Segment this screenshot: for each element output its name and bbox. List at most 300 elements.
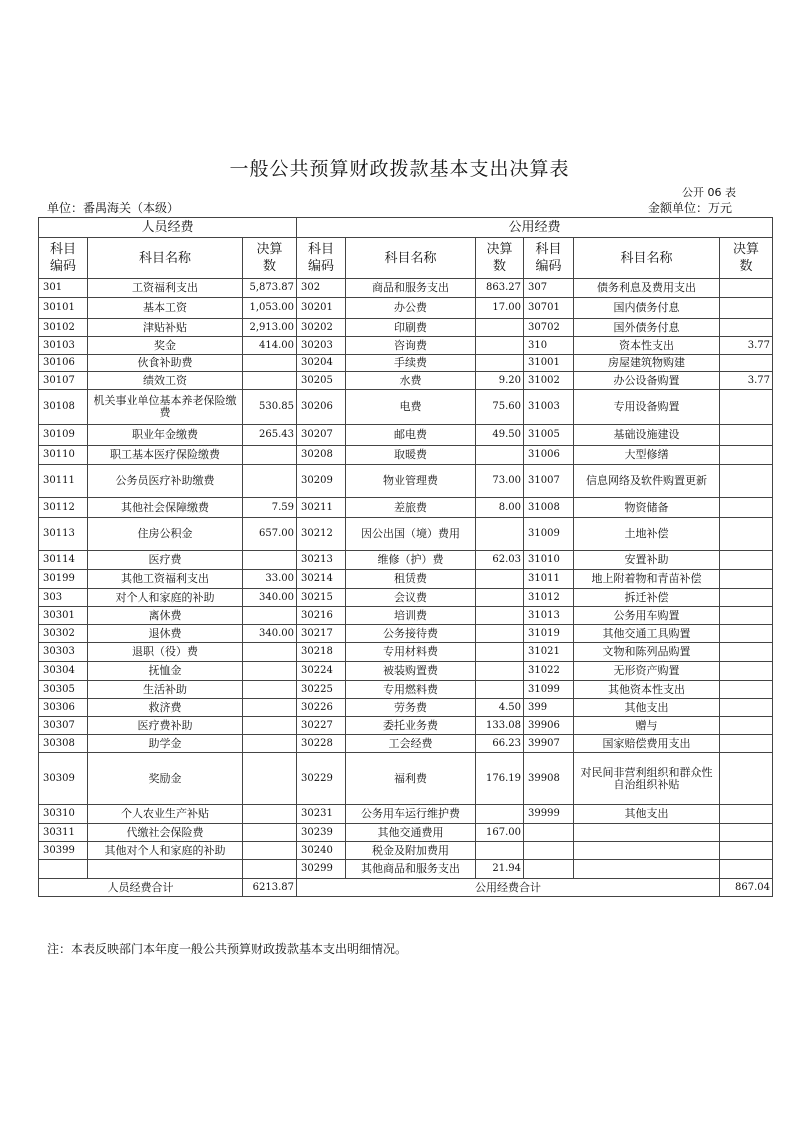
subject-name-cell: 地上附着物和青苗补偿 xyxy=(574,570,720,589)
subject-name-cell: 维修（护）费 xyxy=(346,551,476,570)
subject-name-cell: 代缴社会保险费 xyxy=(88,824,243,842)
amount-cell xyxy=(476,355,524,372)
subject-code-cell: 30303 xyxy=(39,643,88,662)
table-row xyxy=(39,699,773,717)
subject-name-cell: 对个人和家庭的补助 xyxy=(88,589,243,607)
subject-code-cell xyxy=(524,824,574,842)
subject-code-cell: 31001 xyxy=(524,355,574,372)
subject-name-cell: 工会经费 xyxy=(346,735,476,753)
subject-name-cell: 因公出国（境）费用 xyxy=(346,518,476,551)
amount-cell xyxy=(476,589,524,607)
column-header-code: 科目 编码 xyxy=(297,238,346,279)
subject-code-cell: 31010 xyxy=(524,551,574,570)
amount-cell: 75.60 xyxy=(476,390,524,425)
subject-name-cell: 会议费 xyxy=(346,589,476,607)
table-row xyxy=(39,319,773,337)
subject-name-cell: 公务用车购置 xyxy=(574,607,720,625)
subject-code-cell: 302 xyxy=(297,279,346,298)
amount-cell xyxy=(243,681,297,699)
table-row xyxy=(39,681,773,699)
table-row xyxy=(39,551,773,570)
subject-code-cell: 30103 xyxy=(39,337,88,355)
amount-cell: 3.77 xyxy=(720,372,773,390)
amount-cell xyxy=(243,551,297,570)
subject-name-cell: 其他社会保障缴费 xyxy=(88,498,243,518)
subject-name-cell: 工资福利支出 xyxy=(88,279,243,298)
subject-name-cell: 抚恤金 xyxy=(88,662,243,681)
subject-name-cell: 商品和服务支出 xyxy=(346,279,476,298)
table-row xyxy=(39,465,773,498)
subject-code-cell: 31003 xyxy=(524,390,574,425)
subject-name-cell: 办公费 xyxy=(346,298,476,319)
subject-name-cell: 租赁费 xyxy=(346,570,476,589)
amount-cell: 657.00 xyxy=(243,518,297,551)
amount-cell: 176.19 xyxy=(476,753,524,805)
table-row xyxy=(39,842,773,860)
table-row xyxy=(39,643,773,662)
subject-name-cell: 公务员医疗补助缴费 xyxy=(88,465,243,498)
amount-cell: 62.03 xyxy=(476,551,524,570)
subject-code-cell: 30216 xyxy=(297,607,346,625)
subject-name-cell: 培训费 xyxy=(346,607,476,625)
subject-name-cell: 其他交通费用 xyxy=(346,824,476,842)
subject-name-cell: 奖励金 xyxy=(88,753,243,805)
subject-code-cell: 30302 xyxy=(39,625,88,643)
subject-code-cell: 307 xyxy=(524,279,574,298)
subject-code-cell: 30205 xyxy=(297,372,346,390)
subject-name-cell: 印刷费 xyxy=(346,319,476,337)
amount-cell: 863.27 xyxy=(476,279,524,298)
amount-cell xyxy=(243,805,297,824)
subject-code-cell: 31007 xyxy=(524,465,574,498)
amount-cell xyxy=(476,662,524,681)
subject-name-cell: 奖金 xyxy=(88,337,243,355)
subject-code-cell: 30108 xyxy=(39,390,88,425)
subject-name-cell: 物业管理费 xyxy=(346,465,476,498)
amount-cell xyxy=(720,446,773,465)
subject-code-cell: 30218 xyxy=(297,643,346,662)
amount-cell xyxy=(720,551,773,570)
amount-cell xyxy=(720,735,773,753)
subject-name-cell: 退职（役）费 xyxy=(88,643,243,662)
subject-code-cell: 31099 xyxy=(524,681,574,699)
subject-code-cell: 30307 xyxy=(39,717,88,735)
table-row xyxy=(39,498,773,518)
subject-name-cell: 职业年金缴费 xyxy=(88,425,243,446)
subject-code-cell: 31008 xyxy=(524,498,574,518)
subject-name-cell: 文物和陈列品购置 xyxy=(574,643,720,662)
subject-name-cell: 资本性支出 xyxy=(574,337,720,355)
amount-cell xyxy=(243,662,297,681)
amount-cell: 49.50 xyxy=(476,425,524,446)
amount-cell xyxy=(243,355,297,372)
amount-cell: 17.00 xyxy=(476,298,524,319)
table-row xyxy=(39,518,773,551)
subject-code-cell: 30111 xyxy=(39,465,88,498)
amount-cell xyxy=(243,643,297,662)
subject-code-cell: 30309 xyxy=(39,753,88,805)
subject-name-cell: 生活补助 xyxy=(88,681,243,699)
subject-code-cell: 30107 xyxy=(39,372,88,390)
subject-code-cell: 30399 xyxy=(39,842,88,860)
subject-name-cell: 住房公积金 xyxy=(88,518,243,551)
amount-cell xyxy=(720,717,773,735)
subject-name-cell: 公务接待费 xyxy=(346,625,476,643)
subject-name-cell: 退休费 xyxy=(88,625,243,643)
subject-code-cell: 30701 xyxy=(524,298,574,319)
subject-name-cell: 其他支出 xyxy=(574,805,720,824)
subject-code-cell: 30228 xyxy=(297,735,346,753)
amount-cell xyxy=(243,717,297,735)
amount-cell xyxy=(476,607,524,625)
subject-code-cell: 30101 xyxy=(39,298,88,319)
table-row xyxy=(39,860,773,879)
subject-code-cell: 31006 xyxy=(524,446,574,465)
subject-name-cell: 助学金 xyxy=(88,735,243,753)
column-header-code: 科目 编码 xyxy=(39,238,88,279)
subject-code-cell: 30702 xyxy=(524,319,574,337)
subject-name-cell: 安置补助 xyxy=(574,551,720,570)
amount-cell xyxy=(720,753,773,805)
table-row xyxy=(39,372,773,390)
amount-cell xyxy=(720,607,773,625)
subject-name-cell: 土地补偿 xyxy=(574,518,720,551)
table-row xyxy=(39,607,773,625)
subject-code-cell: 30229 xyxy=(297,753,346,805)
subject-code-cell: 30109 xyxy=(39,425,88,446)
subject-code-cell: 30106 xyxy=(39,355,88,372)
table-row xyxy=(39,589,773,607)
subject-code-cell: 30102 xyxy=(39,319,88,337)
page-title: 一般公共预算财政拨款基本支出决算表 xyxy=(229,158,570,180)
form-code: 公开 06 表 xyxy=(682,186,736,199)
subject-code-cell: 31021 xyxy=(524,643,574,662)
subject-code-cell: 301 xyxy=(39,279,88,298)
subject-code-cell: 30224 xyxy=(297,662,346,681)
subject-name-cell: 债务利息及费用支出 xyxy=(574,279,720,298)
money-unit-label: 金额单位：万元 xyxy=(647,201,732,215)
table-row xyxy=(39,390,773,425)
subject-code-cell: 31009 xyxy=(524,518,574,551)
amount-cell: 2,913.00 xyxy=(243,319,297,337)
public-section-header: 公用经费 xyxy=(297,218,773,238)
subject-name-cell: 电费 xyxy=(346,390,476,425)
amount-cell xyxy=(476,805,524,824)
amount-cell xyxy=(720,518,773,551)
subject-code-cell: 31011 xyxy=(524,570,574,589)
amount-cell xyxy=(243,372,297,390)
amount-cell xyxy=(720,805,773,824)
table-row xyxy=(39,337,773,355)
subject-code-cell: 30214 xyxy=(297,570,346,589)
subject-code-cell: 399 xyxy=(524,699,574,717)
amount-cell xyxy=(720,842,773,860)
subject-code-cell: 31019 xyxy=(524,625,574,643)
amount-cell: 167.00 xyxy=(476,824,524,842)
amount-cell xyxy=(476,319,524,337)
amount-cell: 73.00 xyxy=(476,465,524,498)
amount-cell xyxy=(720,662,773,681)
subject-name-cell: 离休费 xyxy=(88,607,243,625)
amount-cell xyxy=(720,465,773,498)
subject-name-cell: 医疗费补助 xyxy=(88,717,243,735)
amount-cell xyxy=(476,681,524,699)
subject-name-cell xyxy=(574,824,720,842)
subject-name-cell: 其他对个人和家庭的补助 xyxy=(88,842,243,860)
subject-name-cell: 其他工资福利支出 xyxy=(88,570,243,589)
amount-cell xyxy=(243,465,297,498)
subject-name-cell: 机关事业单位基本养老保险缴费 xyxy=(88,390,243,425)
table-row xyxy=(39,446,773,465)
amount-cell xyxy=(476,446,524,465)
amount-cell xyxy=(720,625,773,643)
subject-code-cell: 30231 xyxy=(297,805,346,824)
subject-code-cell: 30239 xyxy=(297,824,346,842)
subject-code-cell: 31012 xyxy=(524,589,574,607)
subject-code-cell: 30308 xyxy=(39,735,88,753)
subject-name-cell: 津贴补贴 xyxy=(88,319,243,337)
amount-cell: 66.23 xyxy=(476,735,524,753)
column-header-name: 科目名称 xyxy=(574,238,720,279)
subject-name-cell: 其他商品和服务支出 xyxy=(346,860,476,879)
amount-cell xyxy=(720,390,773,425)
subject-name-cell: 个人农业生产补贴 xyxy=(88,805,243,824)
subject-code-cell: 30207 xyxy=(297,425,346,446)
amount-cell: 8.00 xyxy=(476,498,524,518)
subject-name-cell: 咨询费 xyxy=(346,337,476,355)
amount-cell xyxy=(720,860,773,879)
subject-code-cell: 31013 xyxy=(524,607,574,625)
subject-name-cell: 税金及附加费用 xyxy=(346,842,476,860)
subject-code-cell: 30301 xyxy=(39,607,88,625)
amount-cell xyxy=(720,279,773,298)
column-header-name: 科目名称 xyxy=(88,238,243,279)
subject-name-cell: 房屋建筑物购建 xyxy=(574,355,720,372)
subject-code-cell: 30225 xyxy=(297,681,346,699)
subject-code-cell: 30304 xyxy=(39,662,88,681)
amount-cell: 33.00 xyxy=(243,570,297,589)
subject-code-cell: 30114 xyxy=(39,551,88,570)
subject-code-cell: 30310 xyxy=(39,805,88,824)
subject-name-cell: 福利费 xyxy=(346,753,476,805)
amount-cell xyxy=(476,570,524,589)
amount-cell xyxy=(720,498,773,518)
subject-name-cell: 其他支出 xyxy=(574,699,720,717)
subject-code-cell: 30199 xyxy=(39,570,88,589)
subject-name-cell: 物资储备 xyxy=(574,498,720,518)
amount-cell xyxy=(720,355,773,372)
amount-cell xyxy=(720,643,773,662)
subject-code-cell: 30299 xyxy=(297,860,346,879)
subject-code-cell: 30203 xyxy=(297,337,346,355)
subject-name-cell: 职工基本医疗保险缴费 xyxy=(88,446,243,465)
amount-cell xyxy=(720,298,773,319)
amount-cell xyxy=(243,753,297,805)
subject-code-cell xyxy=(524,842,574,860)
subject-name-cell: 办公设备购置 xyxy=(574,372,720,390)
amount-cell: 265.43 xyxy=(243,425,297,446)
subject-name-cell: 专用设备购置 xyxy=(574,390,720,425)
amount-cell xyxy=(720,824,773,842)
subject-code-cell: 31002 xyxy=(524,372,574,390)
amount-cell xyxy=(720,681,773,699)
subject-name-cell: 救济费 xyxy=(88,699,243,717)
subject-code-cell xyxy=(524,860,574,879)
amount-cell: 7.59 xyxy=(243,498,297,518)
subject-code-cell: 30212 xyxy=(297,518,346,551)
subject-code-cell: 30213 xyxy=(297,551,346,570)
amount-cell xyxy=(243,699,297,717)
table-row xyxy=(39,625,773,643)
amount-cell xyxy=(720,425,773,446)
subject-name-cell: 国家赔偿费用支出 xyxy=(574,735,720,753)
amount-cell: 1,053.00 xyxy=(243,298,297,319)
subject-name-cell: 水费 xyxy=(346,372,476,390)
subject-name-cell: 绩效工资 xyxy=(88,372,243,390)
table-row xyxy=(39,753,773,805)
subject-name-cell: 被装购置费 xyxy=(346,662,476,681)
amount-cell xyxy=(720,570,773,589)
amount-cell: 21.94 xyxy=(476,860,524,879)
subject-code-cell: 30209 xyxy=(297,465,346,498)
amount-cell xyxy=(243,735,297,753)
table-row xyxy=(39,570,773,589)
table-row xyxy=(39,662,773,681)
amount-cell xyxy=(476,643,524,662)
amount-cell xyxy=(243,824,297,842)
amount-cell xyxy=(243,860,297,879)
public-total-label: 公用经费合计 xyxy=(297,879,720,897)
amount-cell xyxy=(476,337,524,355)
subject-name-cell: 手续费 xyxy=(346,355,476,372)
subject-code-cell: 30208 xyxy=(297,446,346,465)
subject-name-cell: 信息网络及软件购置更新 xyxy=(574,465,720,498)
subject-name-cell: 赠与 xyxy=(574,717,720,735)
footnote: 注：本表反映部门本年度一般公共预算财政拨款基本支出明细情况。 xyxy=(47,942,408,956)
amount-cell: 5,873.87 xyxy=(243,279,297,298)
subject-name-cell: 拆迁补偿 xyxy=(574,589,720,607)
amount-cell: 4.50 xyxy=(476,699,524,717)
subject-name-cell: 委托业务费 xyxy=(346,717,476,735)
column-header-amount: 决算 数 xyxy=(720,238,773,279)
amount-cell xyxy=(720,589,773,607)
column-header-amount: 决算 数 xyxy=(476,238,524,279)
amount-cell xyxy=(243,607,297,625)
subject-code-cell: 30110 xyxy=(39,446,88,465)
subject-code-cell xyxy=(39,860,88,879)
subject-code-cell: 30217 xyxy=(297,625,346,643)
subject-code-cell: 30305 xyxy=(39,681,88,699)
subject-code-cell: 30113 xyxy=(39,518,88,551)
table-row xyxy=(39,824,773,842)
column-header-code: 科目 编码 xyxy=(524,238,574,279)
amount-cell: 530.85 xyxy=(243,390,297,425)
subject-name-cell: 大型修缮 xyxy=(574,446,720,465)
subject-name-cell: 基础设施建设 xyxy=(574,425,720,446)
subject-code-cell: 30202 xyxy=(297,319,346,337)
subject-name-cell: 劳务费 xyxy=(346,699,476,717)
table-row xyxy=(39,279,773,298)
subject-name-cell: 对民间非营利组织和群众性自治组织补贴 xyxy=(574,753,720,805)
amount-cell: 414.00 xyxy=(243,337,297,355)
subject-name-cell: 无形资产购置 xyxy=(574,662,720,681)
personnel-total-label: 人员经费合计 xyxy=(39,879,243,897)
column-header-amount: 决算 数 xyxy=(243,238,297,279)
subject-name-cell: 其他资本性支出 xyxy=(574,681,720,699)
subject-code-cell: 30201 xyxy=(297,298,346,319)
subject-code-cell: 30240 xyxy=(297,842,346,860)
personnel-total-value: 6213.87 xyxy=(243,879,297,897)
subject-name-cell xyxy=(574,842,720,860)
subject-name-cell: 国外债务付息 xyxy=(574,319,720,337)
amount-cell: 340.00 xyxy=(243,589,297,607)
column-header-name: 科目名称 xyxy=(346,238,476,279)
subject-name-cell: 伙食补助费 xyxy=(88,355,243,372)
amount-cell xyxy=(476,518,524,551)
table-row xyxy=(39,717,773,735)
subject-code-cell: 39907 xyxy=(524,735,574,753)
amount-cell xyxy=(476,625,524,643)
subject-name-cell: 专用燃料费 xyxy=(346,681,476,699)
unit-label: 单位：番禺海关（本级） xyxy=(47,201,180,215)
subject-code-cell: 30306 xyxy=(39,699,88,717)
subject-code-cell: 303 xyxy=(39,589,88,607)
amount-cell xyxy=(476,842,524,860)
subject-code-cell: 30211 xyxy=(297,498,346,518)
totals-row xyxy=(39,879,773,897)
subject-code-cell: 30112 xyxy=(39,498,88,518)
personnel-section-header: 人员经费 xyxy=(39,218,297,238)
table-row xyxy=(39,425,773,446)
amount-cell xyxy=(720,319,773,337)
subject-code-cell: 39906 xyxy=(524,717,574,735)
public-total-value: 867.04 xyxy=(720,879,773,897)
subject-name-cell: 取暖费 xyxy=(346,446,476,465)
subject-code-cell: 30226 xyxy=(297,699,346,717)
subject-name-cell xyxy=(574,860,720,879)
subject-code-cell: 30204 xyxy=(297,355,346,372)
amount-cell: 9.20 xyxy=(476,372,524,390)
table-row xyxy=(39,735,773,753)
amount-cell xyxy=(720,699,773,717)
table-row xyxy=(39,805,773,824)
subject-name-cell: 基本工资 xyxy=(88,298,243,319)
subject-code-cell: 39999 xyxy=(524,805,574,824)
subject-code-cell: 310 xyxy=(524,337,574,355)
subject-name-cell: 专用材料费 xyxy=(346,643,476,662)
subject-code-cell: 31022 xyxy=(524,662,574,681)
expenditure-table xyxy=(38,217,773,897)
subject-name-cell: 公务用车运行维护费 xyxy=(346,805,476,824)
subject-code-cell: 31005 xyxy=(524,425,574,446)
table-row xyxy=(39,355,773,372)
amount-cell: 340.00 xyxy=(243,625,297,643)
subject-name-cell: 其他交通工具购置 xyxy=(574,625,720,643)
subject-code-cell: 30311 xyxy=(39,824,88,842)
subject-name-cell: 差旅费 xyxy=(346,498,476,518)
subject-name-cell xyxy=(88,860,243,879)
subject-code-cell: 30206 xyxy=(297,390,346,425)
subject-name-cell: 邮电费 xyxy=(346,425,476,446)
amount-cell xyxy=(243,446,297,465)
subject-code-cell: 39908 xyxy=(524,753,574,805)
table-row xyxy=(39,298,773,319)
subject-code-cell: 30227 xyxy=(297,717,346,735)
subject-name-cell: 国内债务付息 xyxy=(574,298,720,319)
amount-cell: 133.08 xyxy=(476,717,524,735)
subject-name-cell: 医疗费 xyxy=(88,551,243,570)
subject-code-cell: 30215 xyxy=(297,589,346,607)
